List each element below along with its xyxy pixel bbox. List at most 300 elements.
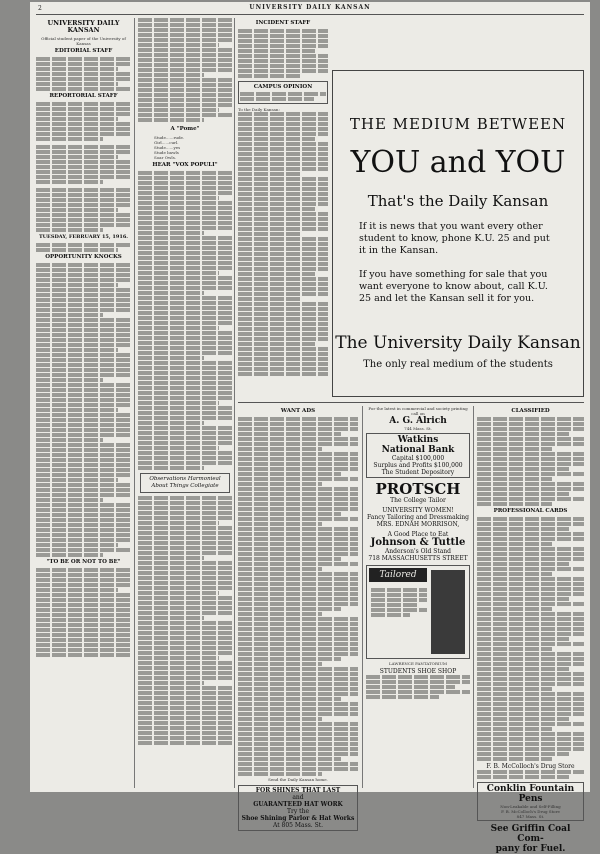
column-divider — [134, 18, 135, 788]
text-line — [238, 712, 358, 716]
text-line — [36, 323, 131, 327]
text-line — [138, 326, 219, 330]
text-line — [36, 403, 131, 407]
ad-paragraph-sale: If you have something for sale that you want everyone to know about, call K.U. 25 and let the Kansan sell it for you. — [359, 269, 548, 304]
text-line — [238, 237, 328, 241]
fancy-tailoring: Fancy Tailoring and Dressmaking — [367, 514, 469, 521]
text-line — [477, 692, 584, 696]
text-line — [138, 461, 232, 465]
text-line — [238, 142, 328, 146]
good-place-to-eat: A Good Place to Eat — [387, 531, 449, 538]
center-ads — [366, 406, 470, 788]
text-line — [138, 291, 204, 295]
suit-figure-image — [431, 570, 465, 654]
text-line — [238, 69, 328, 73]
text-line — [238, 577, 358, 581]
text-line — [240, 97, 314, 101]
text-line — [36, 473, 131, 477]
text-line — [36, 413, 131, 417]
text-line — [138, 656, 219, 660]
text-line — [138, 211, 232, 215]
text-line — [238, 697, 341, 701]
poem-line: Stude......rude. — [154, 135, 185, 140]
text-line — [138, 511, 232, 515]
text-line — [138, 231, 204, 235]
shines-line-3: GUARANTEED HAT WORK — [253, 801, 343, 808]
text-line — [371, 613, 410, 617]
text-line — [36, 87, 131, 91]
text-line — [477, 467, 569, 471]
text-line — [238, 672, 358, 676]
shines-line-5: Shoe Shining Parlor & Hat Works — [241, 815, 355, 822]
text-line — [477, 492, 569, 496]
text-line — [138, 226, 232, 230]
text-line — [138, 281, 232, 285]
text-line — [138, 58, 232, 62]
text-line — [138, 73, 204, 77]
text-line — [138, 651, 232, 655]
text-line — [238, 637, 358, 641]
text-line — [238, 532, 358, 536]
text-line — [138, 261, 232, 265]
column-3 — [238, 18, 328, 403]
text-line — [477, 707, 584, 711]
text-line — [238, 64, 328, 68]
text-line — [138, 626, 232, 630]
text-line — [238, 167, 328, 171]
text-line — [477, 587, 584, 591]
text-line — [238, 367, 328, 371]
text-line — [138, 103, 232, 107]
conklin-line-4: 847 Mass. St. — [516, 814, 545, 819]
text-line — [138, 641, 232, 645]
text-line — [238, 177, 328, 181]
text-line — [238, 137, 315, 141]
text-line — [238, 282, 328, 286]
text-line — [238, 39, 328, 43]
text-line — [238, 122, 328, 126]
text-line — [138, 591, 219, 595]
text-line — [138, 556, 204, 560]
text-line — [36, 618, 131, 622]
text-line — [36, 298, 131, 302]
text-line — [138, 196, 219, 200]
text-line — [138, 201, 232, 205]
text-line — [366, 685, 455, 689]
text-line — [138, 701, 232, 705]
text-line — [138, 531, 232, 535]
text-line — [36, 428, 131, 432]
text-line — [36, 383, 131, 387]
want-ads-heading: WANT ADS — [280, 408, 316, 414]
text-line — [36, 102, 131, 106]
ad-medium-between: THE MEDIUM BETWEEN — [349, 115, 567, 133]
text-line — [138, 68, 232, 72]
date-line: TUESDAY, FEBRUARY 15, 1916. — [38, 234, 129, 240]
text-line — [36, 283, 118, 287]
text-line — [477, 552, 584, 556]
text-line — [138, 501, 232, 505]
text-line — [238, 152, 328, 156]
text-line — [240, 92, 326, 96]
text-line — [238, 252, 328, 256]
text-line — [138, 316, 232, 320]
johnson-tuttle: Johnson & Tuttle — [370, 537, 466, 548]
text-line — [36, 478, 118, 482]
text-line — [36, 588, 118, 592]
text-line — [238, 242, 328, 246]
text-line — [477, 682, 584, 686]
students-shoe-shop: STUDENTS SHOE SHOP — [379, 668, 457, 675]
text-line — [138, 406, 232, 410]
tailored-suits-ad — [366, 565, 470, 659]
text-line — [238, 762, 358, 766]
text-line — [238, 442, 358, 446]
text-line — [138, 321, 232, 325]
text-line — [138, 216, 232, 220]
bank-ad-line-5: The Student Depository — [381, 469, 455, 476]
text-line — [36, 468, 131, 472]
text-line — [477, 687, 552, 691]
text-line — [477, 482, 584, 486]
hear-heading: HEAR "VOX POPULI" — [152, 162, 218, 168]
text-line — [138, 33, 232, 37]
text-line — [138, 78, 232, 82]
text-line — [36, 203, 131, 207]
text-line — [371, 593, 427, 597]
text-line — [36, 313, 103, 317]
text-line — [238, 757, 341, 761]
text-line — [138, 401, 219, 405]
text-line — [477, 557, 584, 561]
text-line — [138, 376, 232, 380]
text-line — [238, 522, 322, 526]
text-line — [36, 127, 131, 131]
text-line — [238, 677, 358, 681]
text-line — [238, 612, 322, 616]
header-rule — [36, 14, 584, 15]
text-line — [238, 337, 328, 341]
text-line — [238, 54, 328, 58]
bank-ad-line-1: Watkins — [397, 435, 439, 445]
column-1 — [36, 18, 131, 788]
text-line — [36, 353, 131, 357]
text-line — [238, 737, 358, 741]
text-line — [238, 207, 315, 211]
text-line — [138, 716, 232, 720]
text-line — [477, 517, 584, 521]
text-line — [366, 695, 439, 699]
text-line — [477, 422, 584, 426]
text-line — [238, 44, 328, 48]
text-line — [138, 441, 232, 445]
text-line — [138, 631, 232, 635]
text-line — [138, 221, 232, 225]
text-line — [36, 343, 131, 347]
text-line — [36, 288, 131, 292]
ad-you-and-you: YOU and YOU — [350, 145, 566, 180]
text-line — [138, 186, 232, 190]
classified-heading: CLASSIFIED — [511, 408, 550, 414]
text-line — [238, 472, 341, 476]
text-line — [36, 122, 131, 126]
text-line — [36, 493, 131, 497]
text-line — [138, 93, 232, 97]
text-line — [138, 246, 232, 250]
text-line — [238, 742, 358, 746]
text-line — [36, 160, 131, 164]
text-line — [36, 488, 131, 492]
text-line — [477, 737, 584, 741]
text-line — [138, 416, 232, 420]
text-line — [238, 347, 328, 351]
text-line — [477, 672, 584, 676]
text-line — [477, 757, 552, 761]
text-line — [138, 706, 232, 710]
text-line — [36, 243, 131, 247]
text-line — [477, 752, 569, 756]
text-line — [477, 657, 584, 661]
text-line — [238, 362, 328, 366]
text-line — [36, 433, 131, 437]
text-line — [477, 742, 584, 746]
text-line — [371, 608, 427, 612]
text-line — [36, 533, 131, 537]
text-line — [138, 596, 232, 600]
text-line — [238, 497, 358, 501]
opportunity-heading: OPPORTUNITY KNOCKS — [45, 254, 122, 260]
text-line — [138, 271, 219, 275]
text-line — [138, 356, 204, 360]
shines-line-1: FOR SHINES THAT LAST — [255, 787, 341, 794]
text-line — [36, 423, 131, 427]
text-line — [477, 502, 552, 506]
text-line — [36, 77, 131, 81]
text-line — [238, 557, 341, 561]
text-line — [238, 467, 358, 471]
text-line — [36, 598, 131, 602]
text-line — [138, 606, 232, 610]
text-line — [238, 287, 328, 291]
text-line — [238, 437, 358, 441]
text-line — [138, 581, 232, 585]
text-line — [238, 482, 322, 486]
text-line — [36, 408, 118, 412]
col1-subtitle: Official student paper of the University of Kansas — [41, 36, 126, 46]
text-line — [238, 707, 358, 711]
text-line — [138, 171, 232, 175]
text-line — [477, 712, 584, 716]
text-line — [477, 522, 584, 526]
text-line — [36, 175, 131, 179]
text-line — [36, 503, 131, 507]
text-line — [138, 346, 232, 350]
text-line — [138, 566, 232, 570]
text-line — [138, 351, 232, 355]
text-line — [238, 607, 341, 611]
text-line — [138, 526, 232, 530]
text-line — [138, 336, 232, 340]
text-line — [138, 541, 232, 545]
text-line — [477, 617, 584, 621]
text-line — [238, 182, 328, 186]
text-line — [238, 692, 358, 696]
text-line — [238, 547, 358, 551]
text-line — [36, 268, 131, 272]
text-line — [36, 223, 131, 227]
conklin-line-3: F. B. McColloch's Drug Store — [501, 809, 560, 814]
text-line — [477, 572, 552, 576]
text-line — [477, 597, 569, 601]
text-line — [138, 571, 232, 575]
text-line — [36, 378, 103, 382]
text-line — [477, 770, 584, 774]
text-line — [238, 417, 358, 421]
text-line — [36, 333, 131, 337]
text-line — [238, 652, 358, 656]
protsch-name: PROTSCH — [375, 480, 461, 498]
text-line — [36, 368, 131, 372]
text-line — [138, 521, 219, 525]
text-line — [477, 532, 584, 536]
text-line — [138, 276, 232, 280]
text-line — [36, 608, 131, 612]
text-line — [238, 597, 358, 601]
text-line — [36, 418, 131, 422]
text-line — [238, 452, 358, 456]
text-line — [477, 457, 584, 461]
text-line — [138, 176, 232, 180]
text-line — [138, 536, 232, 540]
text-line — [36, 338, 131, 342]
text-line — [238, 272, 315, 276]
text-line — [138, 561, 232, 565]
text-line — [138, 286, 232, 290]
lower-rule — [238, 402, 584, 403]
text-line — [238, 632, 358, 636]
observations-heading: Observations Harmonieal About Things Collegiate — [149, 476, 221, 489]
text-line — [36, 228, 103, 232]
text-line — [238, 447, 322, 451]
text-line — [238, 602, 358, 606]
poem-line: Soar Owls. — [154, 155, 177, 160]
text-line — [36, 363, 131, 367]
text-line — [477, 417, 584, 421]
mccolloch-store: F. B. McColloch's Drug Store — [486, 763, 575, 770]
text-line — [138, 371, 232, 375]
text-line — [36, 170, 131, 174]
johnson-subtitle: Anderson's Old Stand — [384, 548, 452, 555]
text-line — [36, 107, 131, 111]
text-line — [371, 588, 427, 592]
text-line — [138, 516, 232, 520]
text-line — [138, 686, 232, 690]
text-line — [138, 23, 232, 27]
text-line — [477, 642, 584, 646]
griffin-line-1: See Griffin Coal Com- — [490, 824, 571, 844]
page-number: 2 — [38, 5, 42, 12]
text-line — [36, 263, 131, 267]
text-line — [138, 48, 232, 52]
text-line — [238, 172, 301, 176]
text-line — [238, 572, 358, 576]
text-line — [238, 657, 341, 661]
text-line — [238, 722, 358, 726]
text-line — [366, 680, 470, 684]
text-line — [138, 731, 232, 735]
text-line — [238, 147, 328, 151]
text-line — [36, 72, 131, 76]
shines-line-6: At 805 Mass. St. — [272, 822, 324, 829]
text-line — [238, 432, 341, 436]
text-line — [238, 342, 315, 346]
text-line — [36, 518, 131, 522]
text-line — [238, 682, 358, 686]
text-line — [238, 552, 358, 556]
text-line — [238, 247, 328, 251]
text-line — [36, 528, 131, 532]
ad-thats-the-kansan: That's the Daily Kansan — [367, 192, 549, 210]
text-line — [138, 43, 219, 47]
text-line — [138, 616, 204, 620]
text-line — [477, 547, 584, 551]
text-line — [138, 621, 232, 625]
text-line — [477, 497, 584, 501]
text-line — [36, 145, 131, 149]
text-line — [477, 607, 552, 611]
text-line — [138, 191, 232, 195]
text-line — [36, 358, 131, 362]
text-line — [138, 681, 204, 685]
text-line — [477, 602, 584, 606]
text-line — [477, 727, 552, 731]
text-line — [238, 297, 301, 301]
text-line — [36, 248, 118, 252]
text-line — [36, 273, 131, 277]
text-line — [477, 577, 584, 581]
text-line — [138, 53, 232, 57]
text-line — [477, 717, 569, 721]
text-line — [138, 636, 232, 640]
column-divider — [473, 406, 474, 788]
text-line — [238, 592, 358, 596]
text-line — [238, 477, 358, 481]
text-line — [238, 132, 328, 136]
text-line — [36, 373, 131, 377]
text-line — [477, 732, 584, 736]
text-line — [138, 306, 232, 310]
text-line — [238, 117, 328, 121]
text-line — [238, 752, 358, 756]
text-line — [138, 421, 204, 425]
text-line — [138, 331, 232, 335]
text-line — [138, 256, 232, 260]
text-line — [138, 206, 232, 210]
text-line — [138, 396, 232, 400]
text-line — [238, 332, 328, 336]
conklin-line-2: Non-Leakable and Self-Filling — [500, 804, 561, 809]
text-line — [36, 583, 131, 587]
text-line — [371, 598, 427, 602]
text-line — [138, 381, 232, 385]
text-line — [138, 496, 232, 500]
bank-ad-line-3: Capital $100,000 — [391, 455, 445, 462]
shines-line-4: Try the — [287, 808, 309, 815]
text-line — [477, 667, 569, 671]
text-line — [138, 266, 232, 270]
text-line — [477, 722, 584, 726]
text-line — [238, 542, 358, 546]
